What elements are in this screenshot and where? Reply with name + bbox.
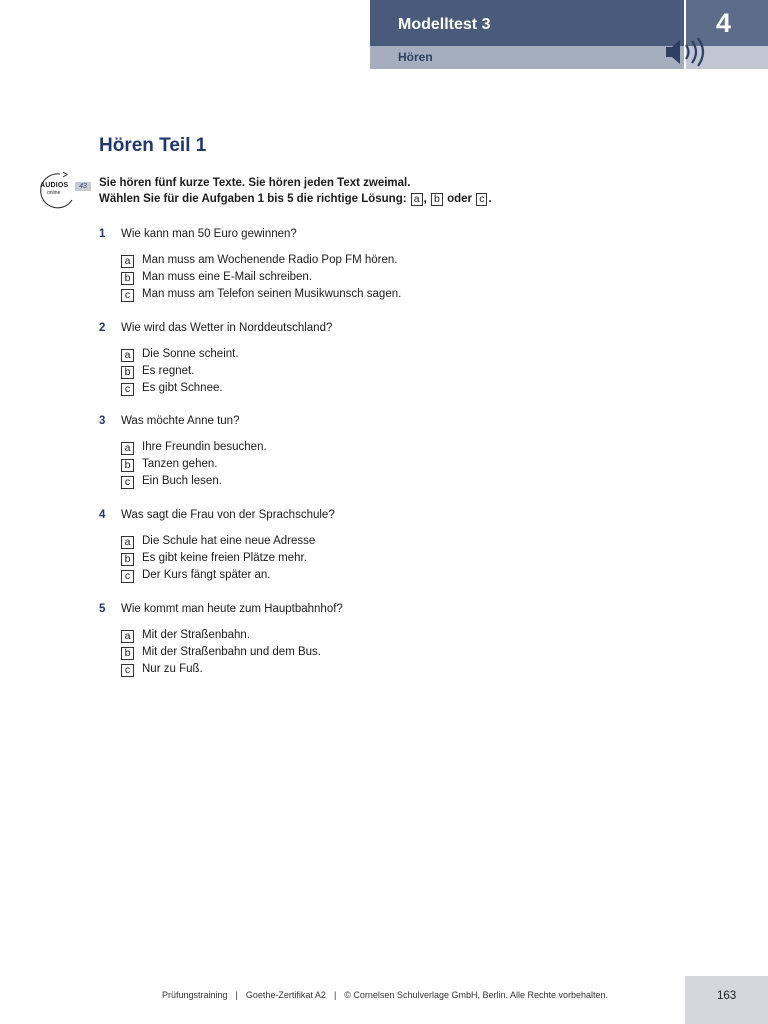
option-a[interactable] [121, 254, 401, 271]
option-text: Ein Buch lesen. [142, 475, 222, 487]
page-number: 163 [717, 990, 737, 1002]
option-b[interactable] [121, 552, 335, 569]
option-b[interactable] [121, 458, 267, 475]
section-title: Hören Teil 1 [99, 135, 207, 156]
option-letter-box[interactable]: c [121, 664, 134, 677]
page-number-box [685, 976, 768, 1024]
task-question: Was sagt die Frau von der Sprachschule? [121, 509, 335, 521]
option-c[interactable] [121, 475, 267, 492]
option-c[interactable] [121, 382, 332, 399]
footer-copyright: © Cornelsen Schulverlage GmbH, Berlin. Alle Rechte vorbehalten. [344, 990, 609, 1000]
answer-box-a: a [411, 193, 423, 206]
option-c[interactable] [121, 288, 401, 305]
instruction-line-2 [99, 193, 492, 206]
task-question: Wie kann man 50 Euro gewinnen? [121, 228, 297, 240]
option-letter-box[interactable]: b [121, 272, 134, 285]
task-number: 3 [99, 415, 106, 427]
audio-track-number: 43 [75, 182, 91, 191]
option-letter-box[interactable]: a [121, 536, 134, 549]
option-b[interactable] [121, 646, 343, 663]
task-question-row [99, 228, 401, 246]
task-options [99, 254, 401, 305]
option-text: Es gibt keine freien Plätze mehr. [142, 552, 307, 564]
chapter-number: 4 [716, 8, 732, 38]
option-text: Es gibt Schnee. [142, 382, 223, 394]
option-text: Tanzen gehen. [142, 458, 218, 470]
option-text: Der Kurs fängt später an. [142, 569, 271, 581]
option-a[interactable] [121, 535, 335, 552]
footer-separator: | [235, 990, 238, 1000]
option-text: Man muss eine E-Mail schreiben. [142, 271, 313, 283]
option-letter-box[interactable]: b [121, 553, 134, 566]
instruction-period: . [488, 193, 492, 205]
option-c[interactable] [121, 663, 343, 680]
option-letter-box[interactable]: b [121, 647, 134, 660]
footer-separator: | [333, 990, 337, 1000]
option-text: Es regnet. [142, 365, 195, 377]
footer-training: Prüfungstraining [162, 990, 228, 1000]
option-letter-box[interactable]: a [121, 349, 134, 362]
instruction-line-1: Sie hören fünf kurze Texte. Sie hören jeden Text zweimal. [99, 177, 411, 189]
option-text: Mit der Straßenbahn. [142, 629, 251, 641]
option-text: Man muss am Telefon seinen Musikwunsch sagen. [142, 288, 402, 300]
footer [162, 990, 608, 1000]
task-5 [99, 603, 343, 680]
answer-box-c: c [476, 193, 487, 206]
header-subtitle-bar [370, 46, 684, 69]
task-3 [99, 415, 267, 492]
option-text: Man muss am Wochenende Radio Pop FM hören. [142, 254, 398, 266]
task-question: Wie wird das Wetter in Norddeutschland? [121, 322, 333, 334]
task-question-row [99, 509, 335, 527]
option-b[interactable] [121, 365, 332, 382]
option-text: Die Schule hat eine neue Adresse [142, 535, 316, 547]
option-b[interactable] [121, 271, 401, 288]
option-letter-box[interactable]: a [121, 255, 134, 268]
option-letter-box[interactable]: c [121, 570, 134, 583]
answer-box-b: b [431, 193, 443, 206]
audio-sublabel: online [47, 190, 61, 196]
option-a[interactable] [121, 348, 332, 365]
task-2 [99, 322, 332, 399]
header-title: Modelltest 3 [398, 16, 491, 33]
task-question: Wie kommt man heute zum Hauptbahnhof? [121, 603, 343, 615]
option-text: Mit der Straßenbahn und dem Bus. [142, 646, 321, 658]
task-number: 1 [99, 228, 106, 240]
header-title-bar [370, 0, 684, 46]
audio-label: AUDIOS [40, 182, 69, 189]
task-4 [99, 509, 335, 586]
task-options [99, 348, 332, 399]
instruction-comma: , [423, 193, 427, 205]
task-number: 2 [99, 322, 106, 334]
option-letter-box[interactable]: a [121, 442, 134, 455]
task-question-row [99, 603, 343, 621]
task-number: 4 [99, 509, 106, 521]
task-1 [99, 228, 401, 305]
task-question-row [99, 415, 267, 433]
header-subtitle: Hören [398, 50, 433, 64]
option-letter-box[interactable]: b [121, 366, 134, 379]
task-options [99, 629, 343, 680]
option-a[interactable] [121, 441, 267, 458]
speaker-icon [660, 37, 714, 67]
option-letter-box[interactable]: c [121, 289, 134, 302]
option-letter-box[interactable]: c [121, 383, 134, 396]
instruction-line-2-text: Wählen Sie für die Aufgaben 1 bis 5 die richtige Lösung: [99, 193, 407, 205]
option-letter-box[interactable]: c [121, 476, 134, 489]
option-text: Die Sonne scheint. [142, 348, 239, 360]
task-number: 5 [99, 603, 106, 615]
option-letter-box[interactable]: a [121, 630, 134, 643]
task-options [99, 441, 267, 492]
option-c[interactable] [121, 569, 335, 586]
option-a[interactable] [121, 629, 343, 646]
instruction-oder: oder [447, 193, 472, 205]
option-letter-box[interactable]: b [121, 459, 134, 472]
option-text: Nur zu Fuß. [142, 663, 203, 675]
option-text: Ihre Freundin besuchen. [142, 441, 267, 453]
task-question-row [99, 322, 332, 340]
footer-certificate: Goethe-Zertifikat A2 [245, 990, 326, 1000]
task-options [99, 535, 335, 586]
task-question: Was möchte Anne tun? [121, 415, 240, 427]
